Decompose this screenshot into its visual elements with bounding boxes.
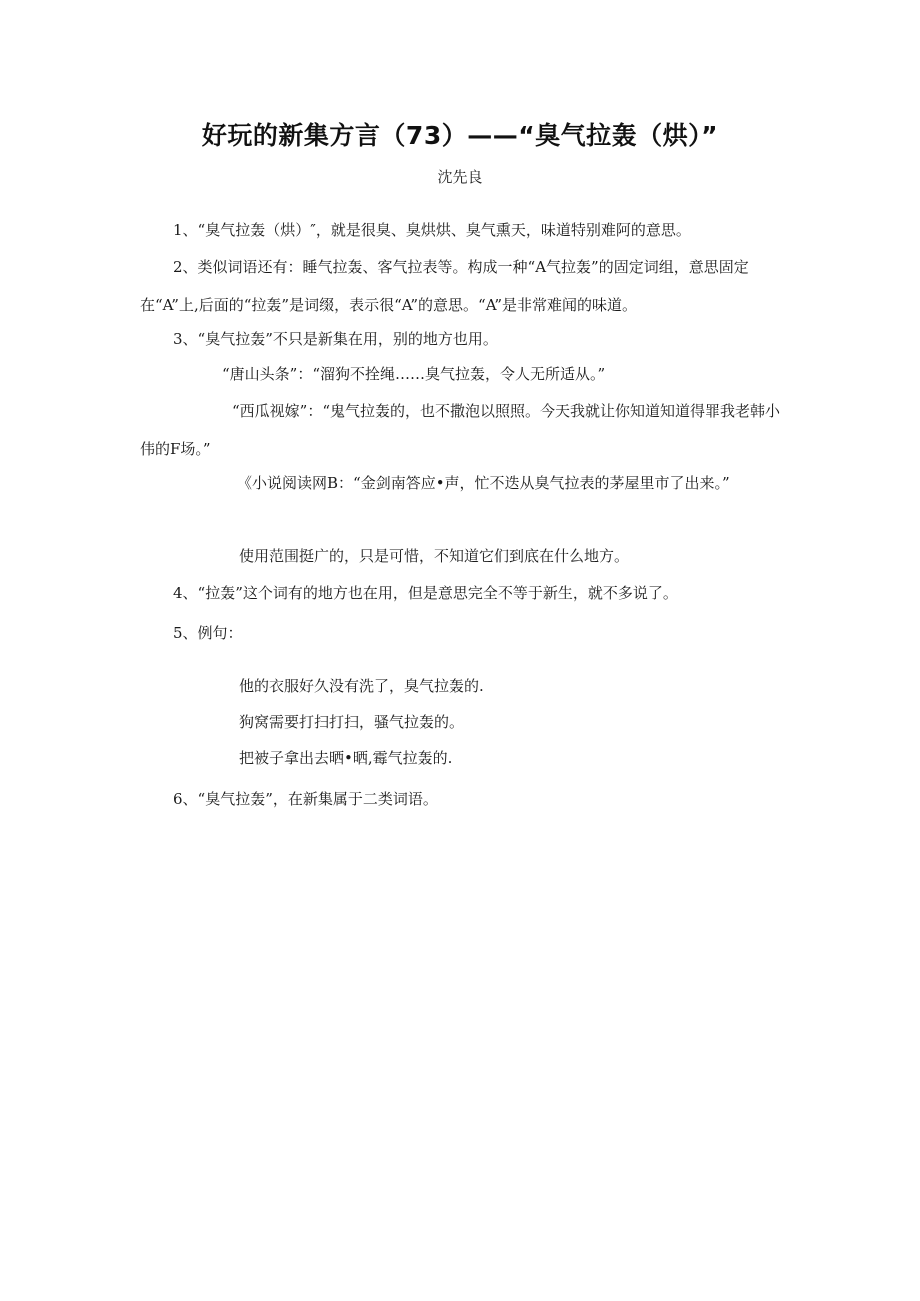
- usage-note: 使用范围挺广的，只是可惜，不知道它们到底在什么地方。: [239, 547, 630, 565]
- quote-xigua: “西瓜视嫁”：“鬼气拉轰的，也不撒泡以照照。今天我就让你知道知道得罪我老韩小伟的F场。”: [140, 402, 781, 458]
- paragraph-5: 5、例句：: [173, 624, 243, 642]
- example-1: 他的衣服好久没有洗了，臭气拉轰的.: [239, 677, 484, 695]
- quote-xiaoshuo: 《小说阅读网B：“金剑南答应•声，忙不迭从臭气拉表的茅屋里市了出来。”: [237, 474, 730, 492]
- paragraph-6: 6、“臭气拉轰”，在新集属于二类词语。: [173, 790, 438, 808]
- paragraph-4: 4、“拉轰”这个词有的地方也在用，但是意思完全不等于新生，就不多说了。: [173, 584, 678, 602]
- author-name: 沈先良: [437, 168, 483, 186]
- example-3: 把被子拿出去晒•晒,霉气拉轰的.: [239, 749, 453, 767]
- document-title: 好玩的新集方言（73）——“臭气拉轰（烘）”: [201, 121, 719, 150]
- example-2: 狗窝需要打扫打扫，骚气拉轰的。: [239, 713, 465, 731]
- quote-tangshan: “唐山头条”：“溜狗不拴绳……臭气拉轰，令人无所适从。”: [222, 365, 606, 383]
- paragraph-3: 3、“臭气拉轰”不只是新集在用，别的地方也用。: [173, 330, 498, 348]
- paragraph-2: 2、类似词语还有：睡气拉轰、客气拉表等。构成一种“A气拉轰”的固定词组，意思固定在“A”上,后面的“拉轰”是词缀，表示很“A”的意思。“A”是非常难闻的味道。: [140, 258, 749, 314]
- paragraph-1: 1、“臭气拉轰（烘）″，就是很臭、臭烘烘、臭气熏天，味道特别难阿的意思。: [173, 221, 691, 239]
